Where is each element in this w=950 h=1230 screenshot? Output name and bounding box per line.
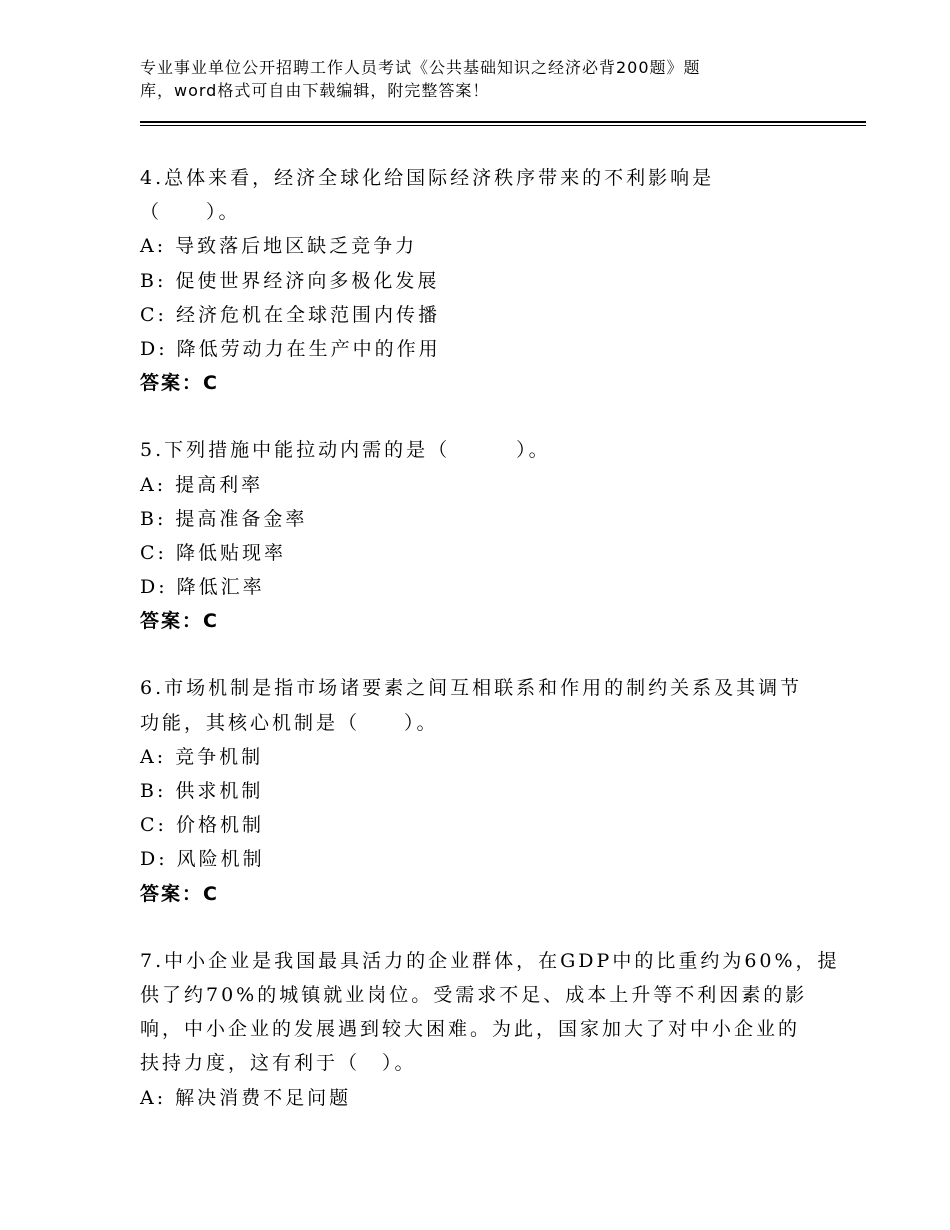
answer-label: 答案：C <box>140 882 219 905</box>
question-6 <box>140 671 820 910</box>
question-list <box>140 161 840 1148</box>
question-5 <box>140 433 820 638</box>
option-d: D: 降低汇率 <box>140 576 265 599</box>
header-line: 专业事业单位公开招聘工作人员考试《公共基础知识之经济必背200题》题 <box>140 58 701 77</box>
question-stem: 供了约70%的城镇就业岗位。受需求不足、成本上升等不利因素的影 <box>140 983 808 1006</box>
answer-label: 答案：C <box>140 610 219 633</box>
question-7 <box>140 944 840 1115</box>
question-4 <box>140 161 820 400</box>
header-line: 库，word格式可自由下载编辑，附完整答案！ <box>140 81 490 100</box>
option-b: B: 供求机制 <box>140 780 264 802</box>
question-stem: 功能，其核心机制是（ ）。 <box>140 711 439 734</box>
option-d: D: 降低劳动力在生产中的作用 <box>140 337 441 360</box>
question-stem: 响，中小企业的发展遇到较大困难。为此，国家加大了对中小企业的 <box>140 1018 801 1041</box>
question-stem: 5.下列措施中能拉动内需的是（ ）。 <box>140 439 551 462</box>
question-stem: 6.市场机制是指市场诸要素之间互相联系和作用的制约关系及其调节 <box>140 677 803 700</box>
answer-label: 答案：C <box>140 372 219 395</box>
question-stem: 4.总体来看，经济全球化给国际经济秩序带来的不利影响是 <box>140 167 715 189</box>
option-a: A: 导致落后地区缺乏竞争力 <box>140 235 418 258</box>
option-d: D: 风险机制 <box>140 848 265 871</box>
option-a: A: 提高利率 <box>140 473 264 496</box>
question-stem: 7.中小企业是我国最具活力的企业群体，在GDP中的比重约为60%，提 <box>140 949 840 972</box>
option-c: C: 价格机制 <box>140 814 264 837</box>
option-b: B: 促使世界经济向多极化发展 <box>140 269 440 292</box>
option-c: C: 降低贴现率 <box>140 541 286 564</box>
option-b: B: 提高准备金率 <box>140 507 308 530</box>
question-stem: 扶持力度，这有利于（ ）。 <box>140 1052 417 1075</box>
header-divider-thick <box>140 121 866 123</box>
option-a: A: 竞争机制 <box>140 745 264 768</box>
option-a: A: 解决消费不足问题 <box>140 1086 352 1109</box>
document-header <box>140 56 820 102</box>
option-c: C: 经济危机在全球范围内传播 <box>140 303 440 326</box>
question-stem: （ ）。 <box>140 201 241 224</box>
header-divider-thin <box>140 125 866 126</box>
